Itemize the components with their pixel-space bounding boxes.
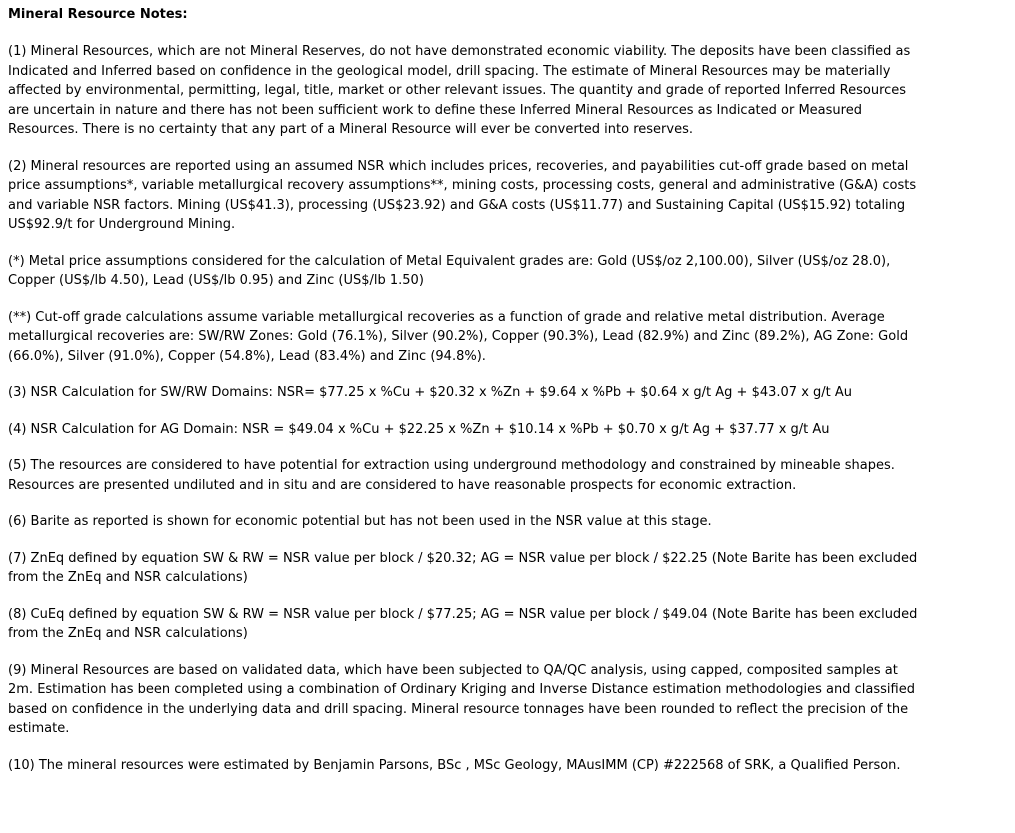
page-title: Mineral Resource Notes:: [8, 7, 188, 22]
note-paragraph-4: (4) NSR Calculation for AG Domain: NSR = $49.04 x %Cu + $22.25 x %Zn + $10.14 x %Pb + $0.70 x g/t Ag + $37.77 x g/t Au: [8, 421, 830, 437]
note-paragraph-5: (5) The resources are considered to have potential for extraction using underground methodology and constrained by mineable shapes. Resources are presented undiluted and in situ and are considered to have reasonable prospects for economic extraction.: [8, 458, 895, 493]
note-paragraph-7: (7) ZnEq defined by equation SW & RW = NSR value per block / $20.32; AG = NSR value per block / $22.25 (Note Barite has been excluded from the ZnEq and NSR calculations): [8, 550, 918, 585]
note-paragraph-9: (9) Mineral Resources are based on validated data, which have been subjected to QA/QC analysis, using capped, composited samples at 2m. Estimation has been completed using a combination of Ordinary Kriging and Inverse Distance estimation methodologies and classified based on confidence in the underlying data and drill spacing. Mineral resource tonnages have been rounded to reflect the precision of the estimate.: [8, 662, 915, 736]
note-paragraph-8: (8) CuEq defined by equation SW & RW = NSR value per block / $77.25; AG = NSR value per block / $49.04 (Note Barite has been excluded from the ZnEq and NSR calculations): [8, 606, 918, 641]
note-paragraph-1: (1) Mineral Resources, which are not Mineral Reserves, do not have demonstrated economic viability. The deposits have been classified as Indicated and Inferred based on confidence in the geological model, drill spacing. The estimate of Mineral Resources may be materially affected by environmental, permitting, legal, title, market or other relevant issues. The quantity and grade of reported Inferred Resources are uncertain in nature and there has not been sufficient work to define these Inferred Mineral Resources as Indicated or Measured Resources. There is no certainty that any part of a Mineral Resource will ever be converted into reserves.: [8, 44, 911, 137]
note-paragraph-10: (10) The mineral resources were estimated by Benjamin Parsons, BSc , MSc Geology, MAusIMM (CP) #222568 of SRK, a Qualified Person.: [8, 757, 901, 773]
note-paragraph-2: (2) Mineral resources are reported using an assumed NSR which includes prices, recoveries, and payabilities cut-off grade based on metal price assumptions*, variable metallurgical recovery assumptions**, mining costs, processing costs, general and administrative (G&A) costs and variable NSR factors. Mining (US$41.3), processing (US$23.92) and G&A costs (US$11.77) and Sustaining Capital (US$15.92) totaling US$92.9/t for Underground Mining.: [8, 158, 917, 232]
note-paragraph-3: (3) NSR Calculation for SW/RW Domains: NSR= $77.25 x %Cu + $20.32 x %Zn + $9.64 x %Pb + $0.64 x g/t Ag + $43.07 x g/t Au: [8, 385, 853, 400]
note-footnote-double-asterisk: (**) Cut-off grade calculations assume variable metallurgical recoveries as a function of grade and relative metal distribution. Average metallurgical recoveries are: SW/RW Zones: Gold (76.1%), Silver (90.2%), Copper (90.3%), Lead (82.9%) and Zinc (89.2%), AG Zone: Gold (66.0%), Silver (91.0%), Copper (54.8%), Lead (83.4%) and Zinc (94.8%).: [8, 309, 909, 364]
note-footnote-single-asterisk: (*) Metal price assumptions considered for the calculation of Metal Equivalent grades are: Gold (US$/oz 2,100.00), Silver (US$/oz 28.0), Copper (US$/lb 4.50), Lead (US$/lb 0.95) and Zinc (US$/lb 1.50): [8, 253, 891, 288]
note-paragraph-6: (6) Barite as reported is shown for economic potential but has not been used in the NSR value at this stage.: [8, 514, 712, 529]
